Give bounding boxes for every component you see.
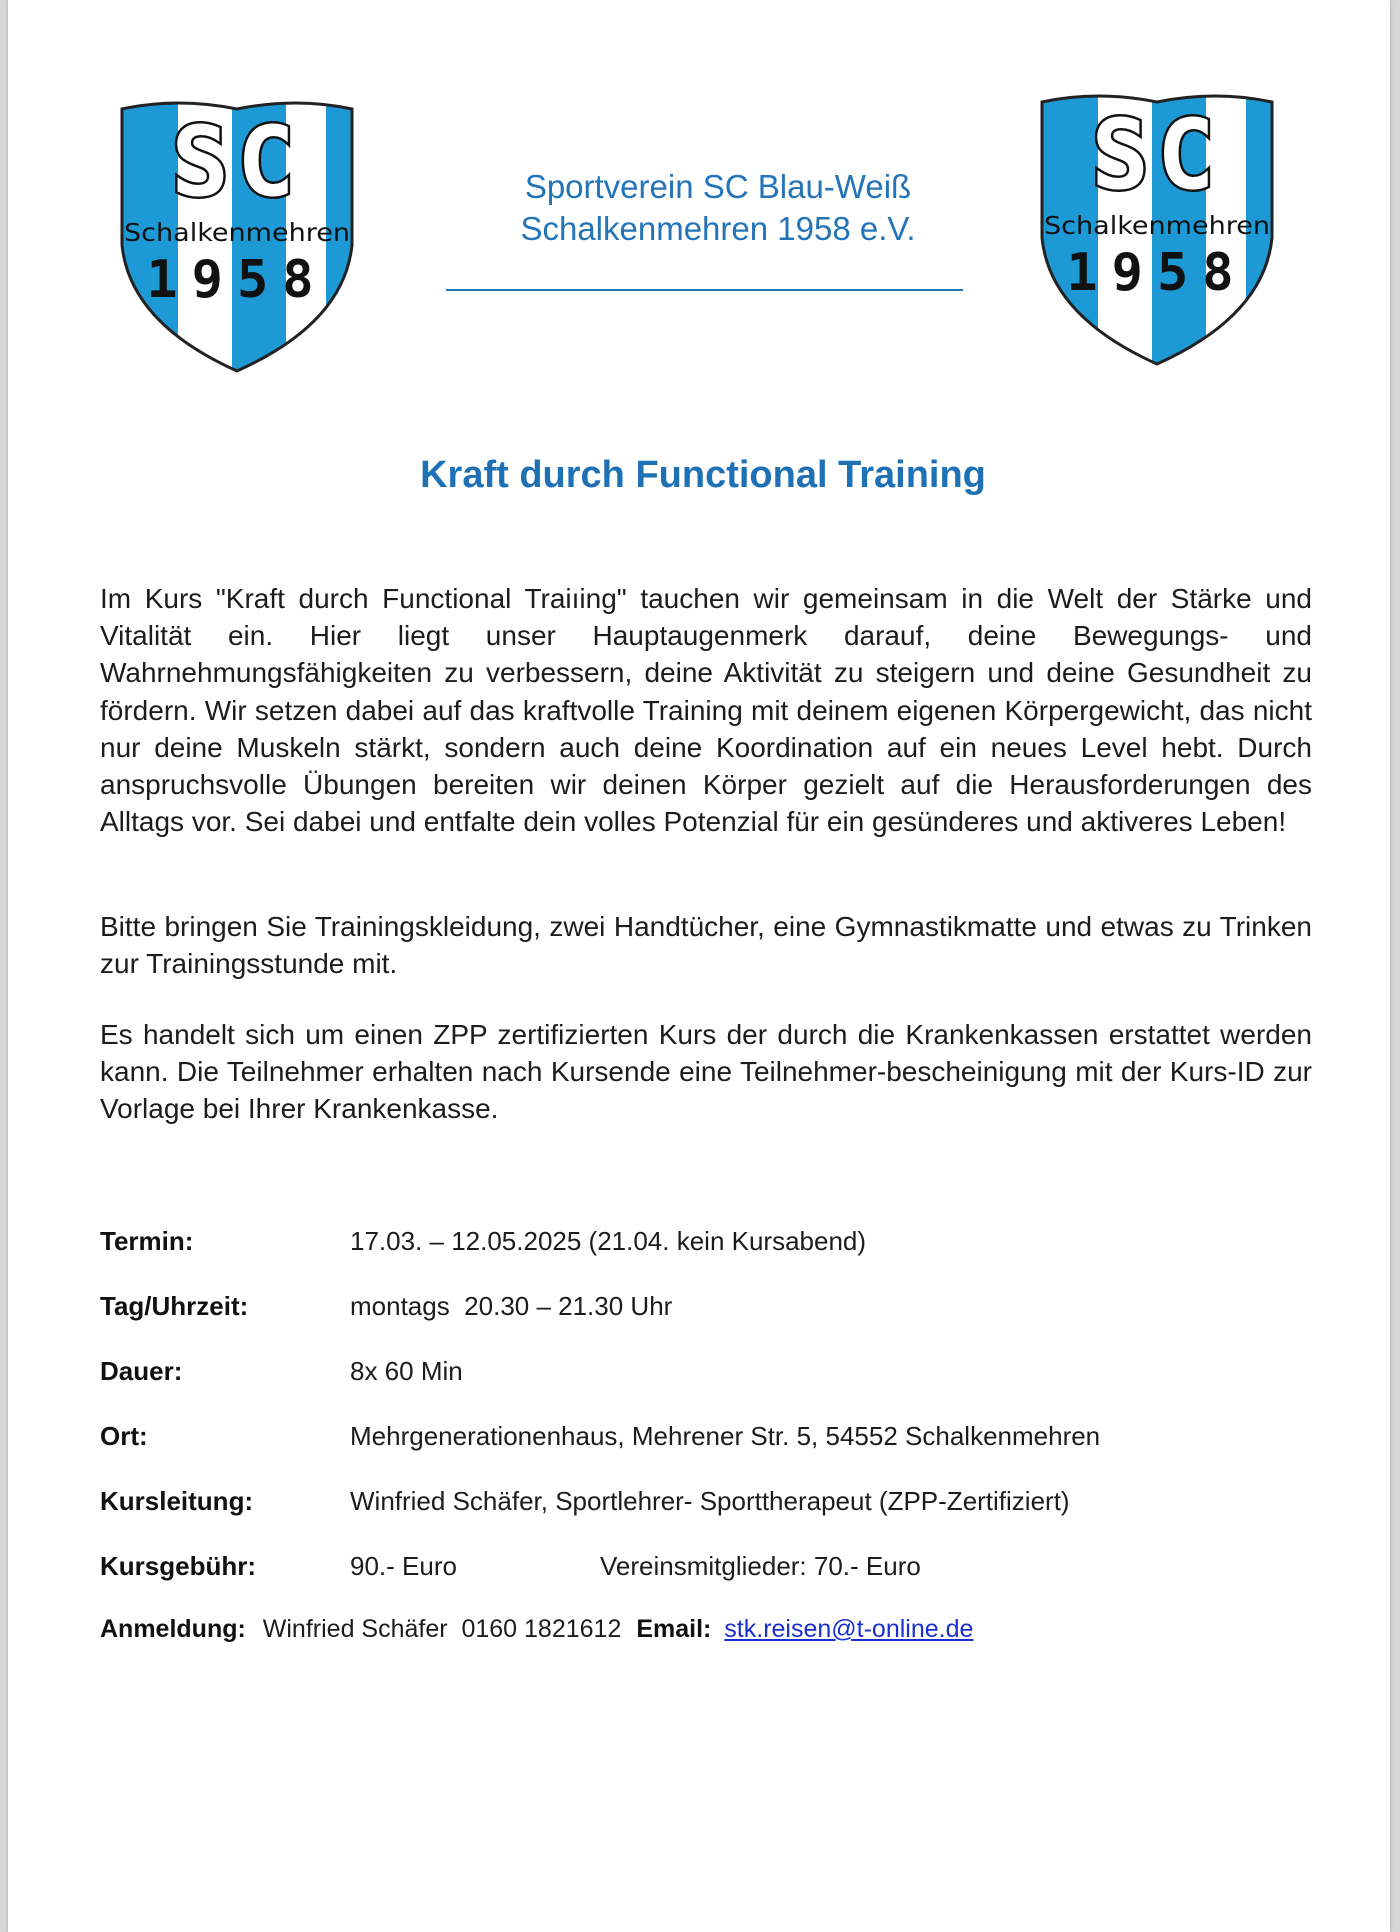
logo-year: 1958 xyxy=(1066,243,1248,303)
club-name-header xyxy=(438,166,998,250)
kursleitung-value: Winfried Schäfer, Sportlehrer- Sporttherapeut (ZPP-Zertifiziert) xyxy=(350,1486,1070,1516)
kursgebuehr-label: Kursgebühr: xyxy=(100,1551,256,1581)
kursleitung-label: Kursleitung: xyxy=(100,1486,254,1516)
registration-contact: Winfried Schäfer 0160 1821612 xyxy=(262,1615,622,1643)
logo-letters: SC xyxy=(1091,99,1223,211)
dauer-value: 8x 60 Min xyxy=(350,1356,463,1386)
email-label: Email: xyxy=(636,1615,712,1643)
logo-town: Schalkenmehren xyxy=(1044,211,1270,240)
detail-row-ort xyxy=(100,1419,1320,1484)
detail-row-tag-uhrzeit xyxy=(100,1289,1320,1354)
kursgebuehr-value: 90.- Euro xyxy=(350,1551,457,1581)
club-name-line-2: Schalkenmehren 1958 e.V. xyxy=(520,210,916,247)
logo-letters: SC xyxy=(171,106,303,218)
detail-row-dauer xyxy=(100,1354,1320,1419)
course-details xyxy=(100,1224,1320,1614)
email-link[interactable]: stk.reisen@t-online.de xyxy=(724,1615,974,1643)
document-page xyxy=(8,0,1390,1932)
club-name-line-1: Sportverein SC Blau-Weiß xyxy=(524,168,912,205)
tag-uhrzeit-value: montags 20.30 – 21.30 Uhr xyxy=(350,1291,673,1321)
dauer-label: Dauer: xyxy=(100,1356,183,1386)
logo-year: 1958 xyxy=(146,250,328,310)
termin-value: 17.03. – 12.05.2025 (21.04. kein Kursabend) xyxy=(350,1226,867,1256)
detail-row-kursgebuehr xyxy=(100,1549,1320,1614)
course-title: Kraft durch Functional Training xyxy=(420,454,986,496)
club-crest-logo-right xyxy=(1028,88,1286,370)
registration-line xyxy=(100,1612,973,1646)
equipment-note: Bitte bringen Sie Trainingskleidung, zwei Handtücher, eine Gymnastikmatte und etwas zu Trinken zur Trainingsstunde mit. xyxy=(100,911,1312,980)
course-description: Im Kurs "Kraft durch Functional Traiıing" tauchen wir gemeinsam in die Welt der Stärke und Vitalität ein. Hier liegt unser Hauptaugenmerk darauf, deine Bewegungs- und Wahrnehmungsfähigkeiten zu verbessern, deine Aktivität zu steigern und deine Gesundheit zu fördern. Wir setzen dabei auf das kraftvolle Training mit deinem eigenen Körpergewicht, das nicht nur deine Muskeln stärkt, sondern auch deine Koordination auf ein neues Level hebt. Durch anspruchsvolle Übungen bereiten wir deinen Körper gezielt auf die Herausforderungen des Alltags vor. Sei dabei und entfalte dein volles Potenzial für ein gesünderes und aktiveres Leben! xyxy=(100,583,1312,838)
header-divider xyxy=(446,289,963,291)
zpp-certification-note: Es handelt sich um einen ZPP zertifizierten Kurs der durch die Krankenkassen erstattet werden kann. Die Teilnehmer erhalten nach Kursende eine Teilnehmer-bescheinigung mit der Kurs-ID zur Vorlage bei Ihrer Krankenkasse. xyxy=(100,1019,1312,1125)
ort-label: Ort: xyxy=(100,1421,148,1451)
logo-town: Schalkenmehren xyxy=(124,218,350,247)
ort-value: Mehrgenerationenhaus, Mehrener Str. 5, 54552 Schalkenmehren xyxy=(350,1421,1101,1451)
termin-label: Termin: xyxy=(100,1226,194,1256)
detail-row-kursleitung xyxy=(100,1484,1320,1549)
detail-row-termin xyxy=(100,1224,1320,1289)
anmeldung-label: Anmeldung: xyxy=(100,1615,246,1643)
club-crest-logo-left xyxy=(108,95,366,377)
tag-uhrzeit-label: Tag/Uhrzeit: xyxy=(100,1291,249,1321)
member-fee-value: Vereinsmitglieder: 70.- Euro xyxy=(600,1551,921,1581)
